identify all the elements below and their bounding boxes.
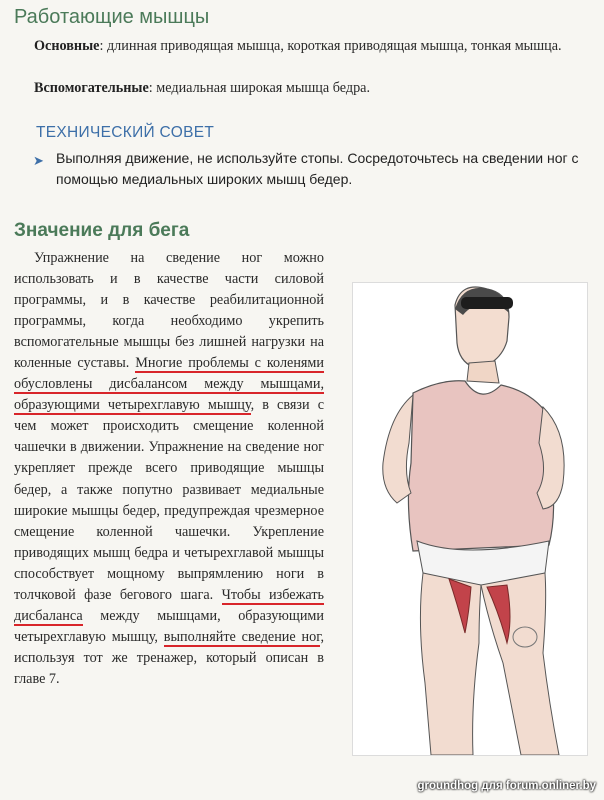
aux-muscles-label: Вспомогательные [34,80,149,96]
running-text-part-1: Упражнение на сведение ног можно использовать и в качестве части силовой программы, и в качестве реабилитационной программы, когда необходимо укрепить вспомогательные мышцы без лишней нагрузки на коленные суставы. [14,250,324,372]
runner-figure [353,283,587,755]
section-title-running: Значение для бега [14,220,190,241]
main-muscles-text: : длинная приводящая мышца, короткая приводящая мышца, тонкая мышца. [99,38,562,54]
underlined-text-3: выполняйте сведение ног [163,628,321,645]
aux-muscles-paragraph [14,78,590,99]
running-text-part-2: , в связи с чем может происходить смещение коленной чашечки в движении. Упражнение на сведение ног укрепляет прежде всего приводящие мышцы бедер, а также попутно развивает медиальные широкие мышцы бедер, предупреждая чрезмерное смещение коленной чашечки. Укрепление приводящих мышц бедра и четырехглавой мышцы способствует мощному выпрямлению ноги в толчковой фазе бегового шага. [14,397,324,603]
section-title-working-muscles: Работающие мышцы [14,6,210,28]
running-body-text [14,248,324,690]
underlined-text-2: Чтобы избежать дисбаланса [14,586,324,624]
tech-tip-text: Выполняя движение, не используйте стопы. Сосредоточьтесь на сведении ног с помощью медиальных широких мышц бедер. [56,150,579,187]
tech-tip [33,148,586,190]
running-text-part-3: между мышцами, образующими четырехглавую мышцу, [14,607,324,645]
running-text-part-4: , используя тот же тренажер, который описан в главе 7. [14,628,324,687]
aux-muscles-text: : медиальная широкая мышца бедра. [148,80,371,96]
underlined-text-1: Многие проблемы с коленями обусловлены дисбалансом между мышцами, образующими четырехглавую мышцу [14,355,325,414]
watermark-credit: groundhog для forum.onliner.by [417,780,596,792]
main-muscles-paragraph [14,36,590,57]
main-muscles-label: Основные [34,38,100,54]
arrow-icon: ➤ [33,153,44,168]
runner-illustration [352,282,588,756]
tech-tip-title: ТЕХНИЧЕСКИЙ СОВЕТ [36,124,215,141]
